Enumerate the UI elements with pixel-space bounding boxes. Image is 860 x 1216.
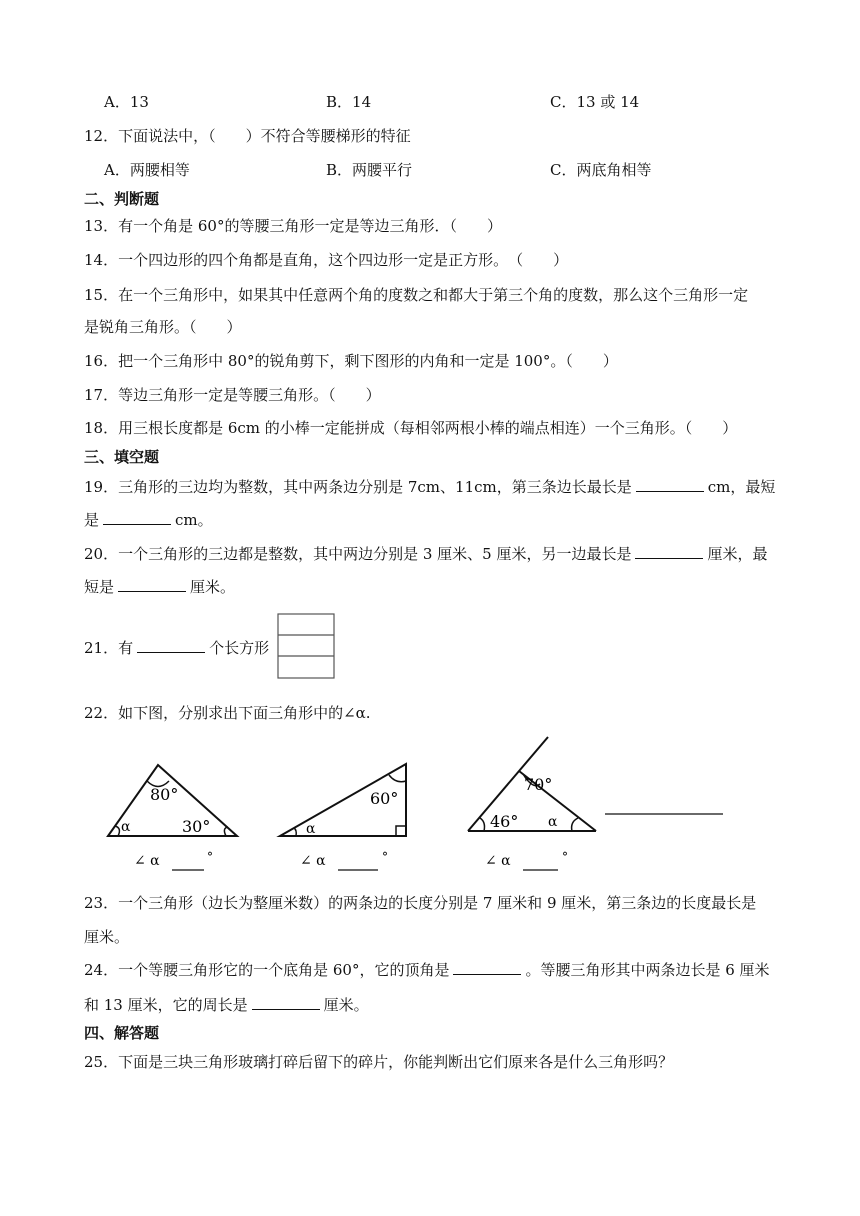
t3-alpha-label: α <box>548 814 558 830</box>
q11-option-b: B．14 <box>326 93 372 111</box>
section-heading-judgement: 二、判断题 <box>84 190 160 208</box>
q18-text: 18．用三根长度都是 6cm 的小棒一定能拼成（每相邻两根小棒的端点相连）一个三角形。（ ） <box>84 419 738 437</box>
stacked-rectangles-figure <box>276 612 336 680</box>
q12-stem: 12．下面说法中，（ ）不符合等腰梯形的特征 <box>84 127 411 145</box>
q19-blank-shortest[interactable] <box>103 510 171 525</box>
q20-blank-shortest[interactable] <box>118 577 186 592</box>
q21-text-b: 个长方形 <box>209 639 270 657</box>
q11-option-c: C．13 或 14 <box>550 93 640 111</box>
t1-top-angle-label: 80° <box>150 785 179 804</box>
q19-text-d: cm。 <box>175 511 213 529</box>
q20-text-d: 厘米。 <box>190 578 236 596</box>
q24-text-d: 厘米。 <box>323 996 369 1014</box>
q19-blank-longest[interactable] <box>636 477 704 492</box>
q22-text: 22．如下图，分别求出下面三角形中的∠α. <box>84 704 371 722</box>
answer-t1 <box>134 850 213 870</box>
answer-t3 <box>485 850 568 870</box>
q20-line1 <box>84 544 768 564</box>
q20-blank-longest[interactable] <box>635 544 703 559</box>
q20-text-a: 20．一个三角形的三边都是整数，其中两边分别是 3 厘米、5 厘米，另一边最长是 <box>84 545 632 563</box>
q19-text-c: 是 <box>84 511 100 529</box>
q23-text-line1: 23．一个三角形（边长为整厘米数）的两条边的长度分别是 7 厘米和 9 厘米，第三条边的长度最长是 <box>84 894 757 912</box>
q24-text-c: 和 13 厘米，它的周长是 <box>84 996 248 1014</box>
q14-text: 14．一个四边形的四个角都是直角，这个四边形一定是正方形。 （ ） <box>84 251 569 269</box>
t2-degree: ° <box>382 850 388 864</box>
q19-text-b: cm，最短 <box>707 478 776 496</box>
t1-degree: ° <box>207 850 213 864</box>
t1-right-angle-label: 30° <box>182 817 211 836</box>
q25-text: 25．下面是三块三角形玻璃打碎后留下的碎片，你能判断出它们原来各是什么三角形吗？ <box>84 1053 674 1071</box>
q21-text-a: 21．有 <box>84 639 134 657</box>
triangle-1 <box>108 765 237 836</box>
q19-text-a: 19．三角形的三边均为整数，其中两条边分别是 7cm、11cm，第三条边长最长是 <box>84 478 632 496</box>
q24-line1 <box>84 960 770 980</box>
q12-option-a: A．两腰相等 <box>104 161 190 179</box>
t1-answer-prefix: ∠ α <box>134 853 160 869</box>
t3-degree: ° <box>562 850 568 864</box>
t1-alpha-label: α <box>121 819 131 835</box>
t2-top-angle-label: 60° <box>370 789 399 808</box>
q20-text-c: 短是 <box>84 578 115 596</box>
q15-text-line1: 15．在一个三角形中，如果其中任意两个角的度数之和都大于第三个角的度数，那么这个三角形一定 <box>84 286 749 304</box>
q24-blank-apex[interactable] <box>453 960 521 975</box>
t3-exterior-angle-label: 70° <box>524 775 553 794</box>
q12-option-b: B．两腰平行 <box>326 161 413 179</box>
q19-line1 <box>84 477 775 497</box>
q24-text-a: 24．一个等腰三角形它的一个底角是 60°，它的顶角是 <box>84 961 450 979</box>
triangle-3 <box>468 737 596 831</box>
q17-text: 17．等边三角形一定是等腰三角形。（ ） <box>84 386 381 404</box>
q13-text: 13．有一个角是 60°的等腰三角形一定是等边三角形．（ ） <box>84 217 502 235</box>
q24-text-b: 。等腰三角形其中两条边长是 6 厘米 <box>525 961 770 979</box>
t2-answer-prefix: ∠ α <box>300 853 326 869</box>
section-heading-solve: 四、解答题 <box>84 1024 160 1042</box>
q21-line <box>84 638 269 658</box>
triangle-2 <box>280 764 406 837</box>
q24-line2 <box>84 995 369 1015</box>
answer-t2 <box>300 850 388 870</box>
q12-option-c: C．两底角相等 <box>550 161 652 179</box>
q20-text-b: 厘米，最 <box>707 545 768 563</box>
t3-left-angle-label: 46° <box>490 812 519 831</box>
q16-text: 16．把一个三角形中 80°的锐角剪下，剩下图形的内角和一定是 100°。（ ） <box>84 352 618 370</box>
section-heading-fill-blank: 三、填空题 <box>84 448 160 466</box>
q21-blank[interactable] <box>137 638 205 653</box>
q24-blank-perimeter[interactable] <box>252 995 320 1010</box>
q20-line2 <box>84 577 235 597</box>
q19-line2 <box>84 510 213 530</box>
triangle-figures <box>100 734 740 874</box>
t3-answer-prefix: ∠ α <box>485 853 511 869</box>
t2-alpha-label: α <box>306 821 316 837</box>
q23-text-line2: 厘米。 <box>84 928 130 946</box>
q11-option-a: A．13 <box>104 93 149 111</box>
q15-text-line2: 是锐角三角形。（ ） <box>84 318 242 336</box>
